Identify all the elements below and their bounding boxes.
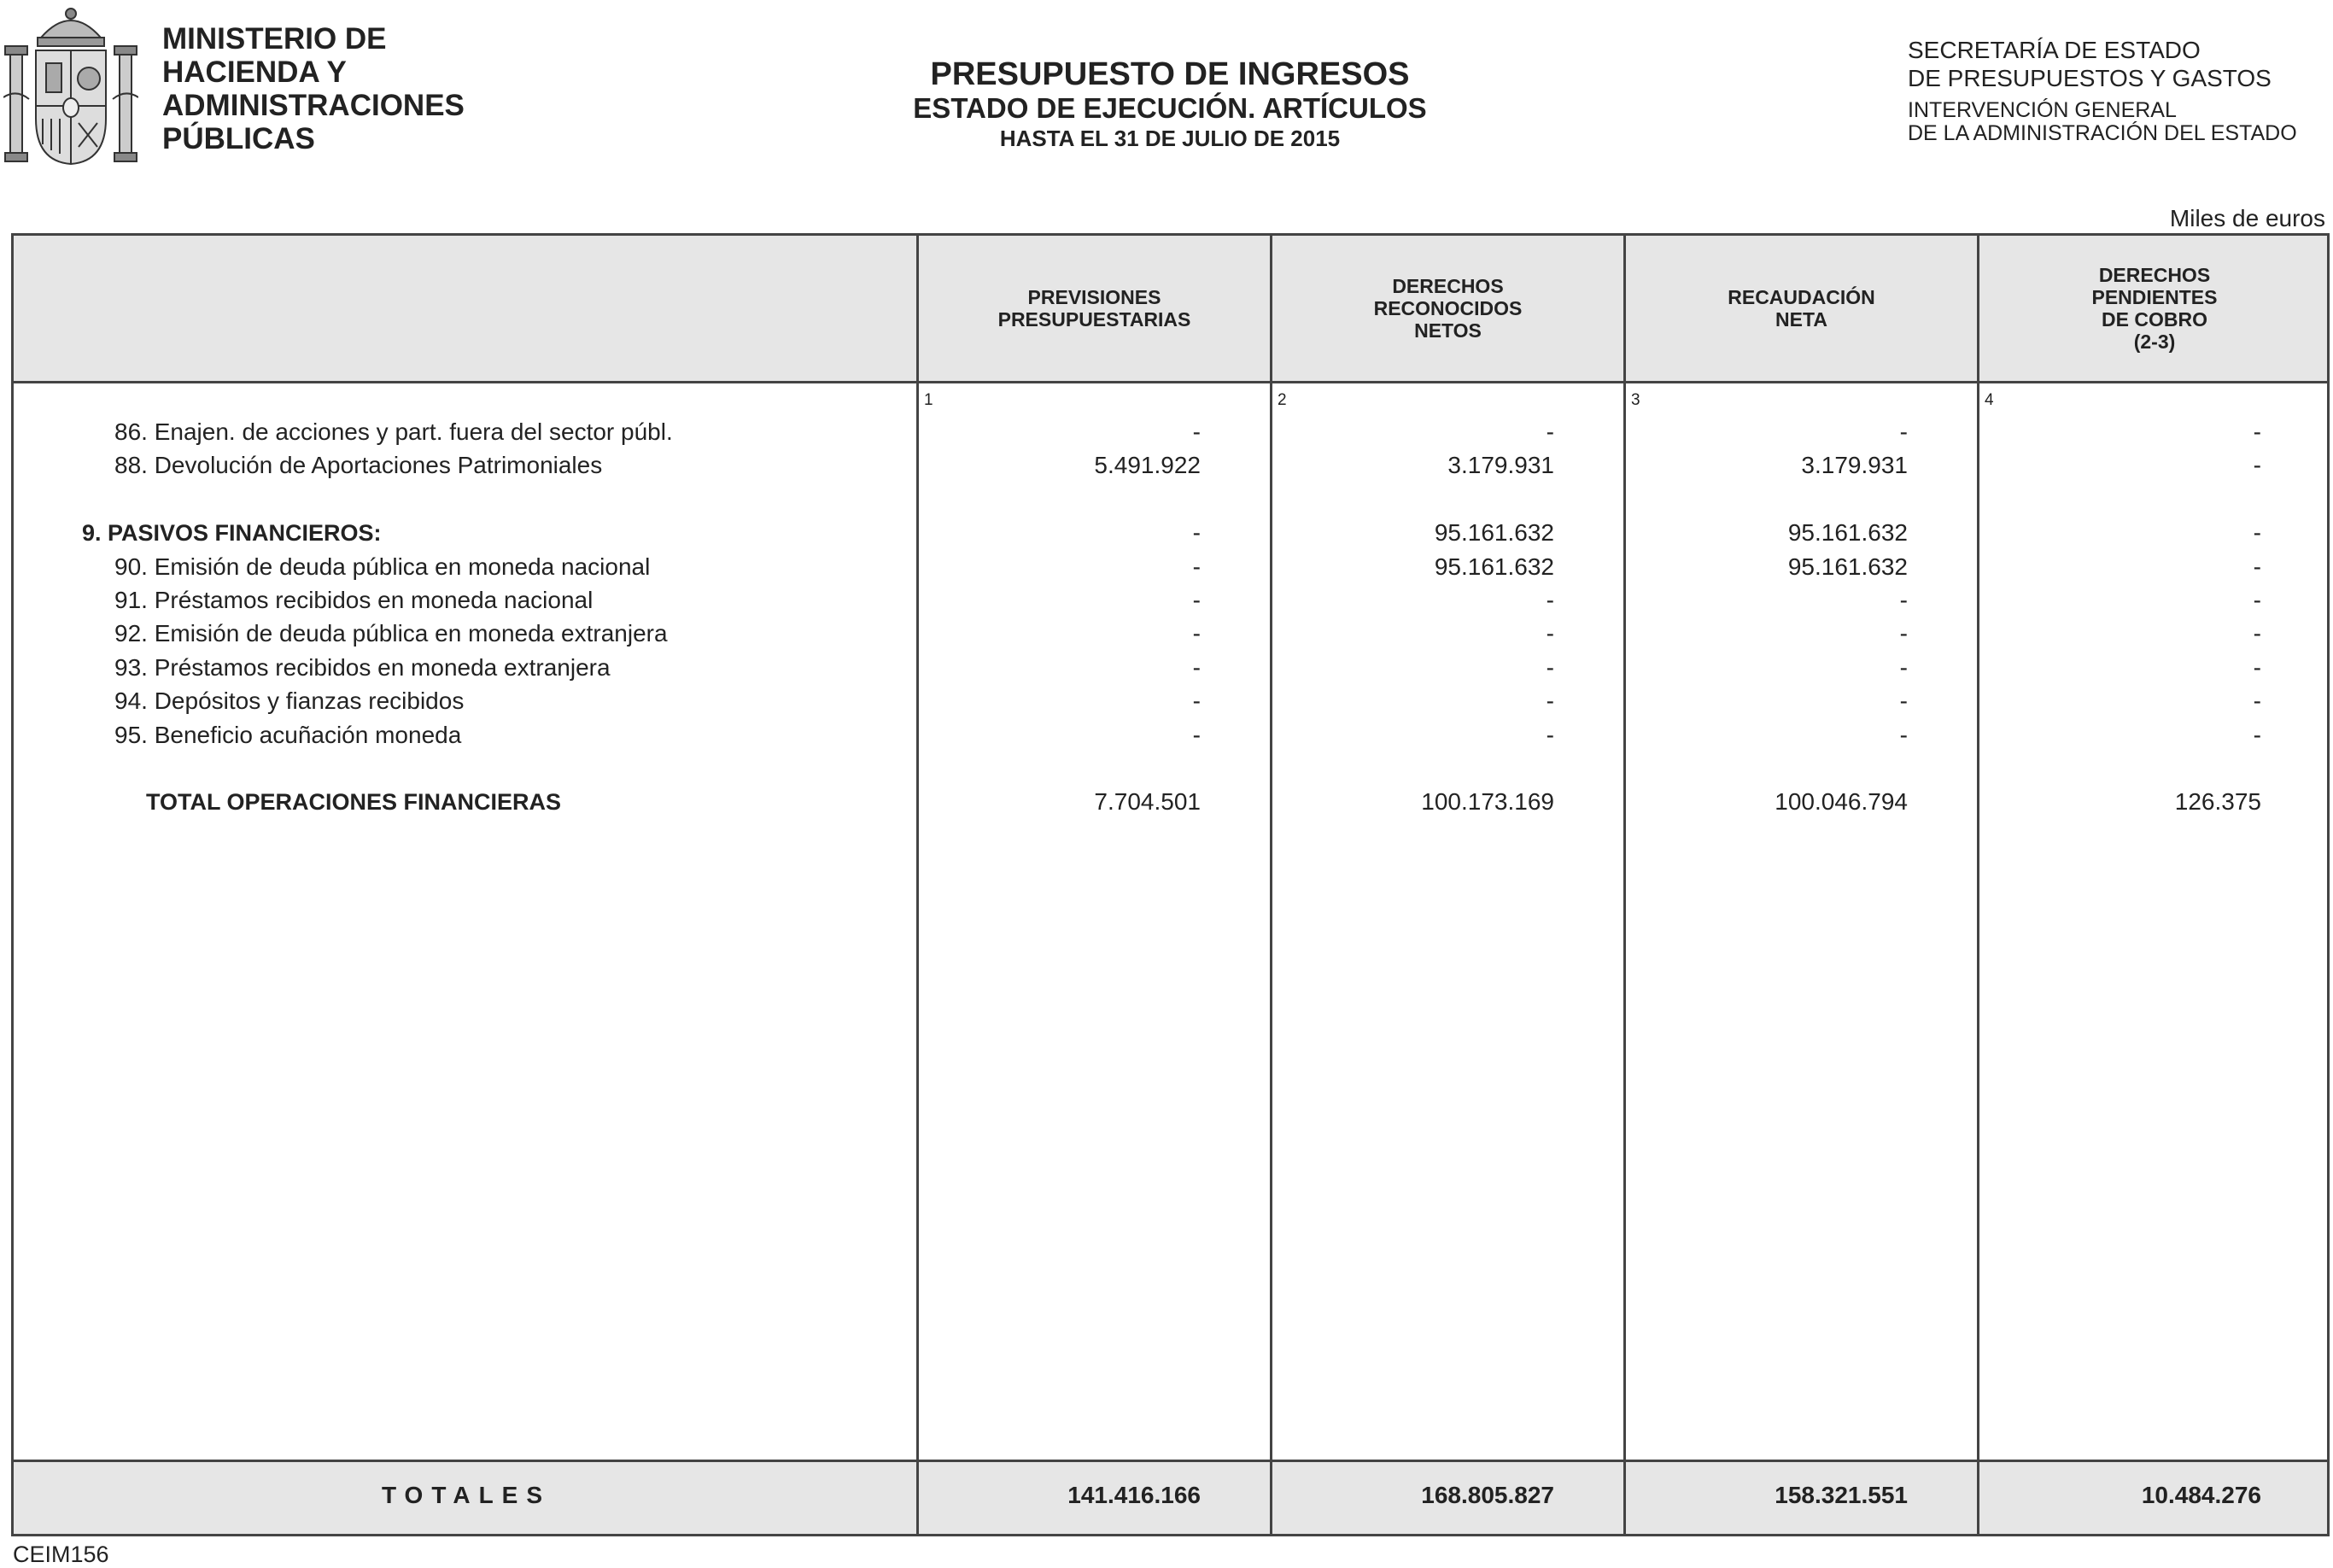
row-value: - bbox=[2253, 721, 2261, 748]
row-value: - bbox=[1899, 418, 1908, 445]
row-value: - bbox=[1192, 653, 1201, 681]
column-number: 1 bbox=[924, 391, 933, 409]
column-header-pendientes: DERECHOS PENDIENTES DE COBRO (2-3) bbox=[2091, 264, 2218, 353]
row-value: 3.179.931 bbox=[1801, 452, 1908, 479]
column-header-recaudacion: RECAUDACIÓN NETA bbox=[1728, 286, 1875, 331]
row-label: 88. Devolución de Aportaciones Patrimoniales bbox=[114, 452, 603, 479]
table-row bbox=[14, 516, 2327, 550]
report-title: PRESUPUESTO DE INGRESOS bbox=[930, 56, 1410, 92]
column-number: 3 bbox=[1631, 391, 1640, 409]
row-value: 95.161.632 bbox=[1787, 519, 1908, 547]
units-label: Miles de euros bbox=[2169, 205, 2325, 231]
table-row bbox=[14, 718, 2327, 752]
row-label: 86. Enajen. de acciones y part. fuera del sector públ. bbox=[114, 418, 673, 445]
table-row bbox=[14, 583, 2327, 617]
table-row bbox=[14, 483, 2327, 517]
row-value: - bbox=[1192, 687, 1201, 715]
report-date: HASTA EL 31 DE JULIO DE 2015 bbox=[999, 126, 1341, 151]
totals-value: 158.321.551 bbox=[1775, 1482, 1908, 1508]
row-value: - bbox=[1192, 418, 1201, 445]
row-value: - bbox=[2253, 653, 2261, 681]
row-value: - bbox=[1899, 653, 1908, 681]
ministry-line: MINISTERIO DE bbox=[162, 22, 387, 56]
row-value: - bbox=[1546, 721, 1554, 748]
budget-table bbox=[11, 233, 2330, 1536]
row-value: - bbox=[2253, 418, 2261, 445]
row-value: 95.161.632 bbox=[1434, 553, 1554, 580]
column-header-derechos-reconocidos: DERECHOS RECONOCIDOS NETOS bbox=[1373, 275, 1523, 342]
intervencion-line: DE LA ADMINISTRACIÓN DEL ESTADO bbox=[1908, 121, 2297, 145]
row-value: - bbox=[2253, 587, 2261, 613]
row-value: - bbox=[2253, 519, 2261, 547]
table-row bbox=[14, 651, 2327, 685]
table-row bbox=[14, 785, 2327, 819]
secretaria-line: SECRETARÍA DE ESTADO bbox=[1908, 37, 2201, 63]
row-value: - bbox=[2253, 553, 2261, 580]
totals-value: 10.484.276 bbox=[2141, 1482, 2261, 1508]
row-label: 93. Préstamos recibidos en moneda extranjera bbox=[114, 653, 611, 681]
table-row bbox=[14, 415, 2327, 449]
row-value: - bbox=[1192, 519, 1201, 547]
row-value: - bbox=[2253, 620, 2261, 647]
table-row bbox=[14, 684, 2327, 718]
form-code: CEIM156 bbox=[13, 1542, 109, 1567]
row-value: 95.161.632 bbox=[1434, 519, 1554, 547]
row-value: - bbox=[1546, 418, 1554, 445]
table-row bbox=[14, 448, 2327, 483]
row-value: 7.704.501 bbox=[1094, 788, 1201, 816]
row-label: 95. Beneficio acuñación moneda bbox=[114, 721, 462, 748]
ministry-name bbox=[162, 22, 465, 155]
ministry-line: PÚBLICAS bbox=[162, 122, 315, 155]
row-value: - bbox=[1546, 587, 1554, 613]
row-value: 100.046.794 bbox=[1775, 788, 1908, 816]
coat-of-arms-icon bbox=[3, 3, 138, 166]
table-row bbox=[14, 617, 2327, 651]
column-number: 4 bbox=[1985, 391, 1994, 409]
row-value: 3.179.931 bbox=[1447, 452, 1554, 479]
secretaria-line: DE PRESUPUESTOS Y GASTOS bbox=[1908, 65, 2272, 91]
report-subtitle: ESTADO DE EJECUCIÓN. ARTÍCULOS bbox=[913, 92, 1427, 124]
totals-value: 168.805.827 bbox=[1421, 1482, 1554, 1508]
row-value: - bbox=[1899, 721, 1908, 748]
row-value: - bbox=[1192, 721, 1201, 748]
row-value: - bbox=[1546, 687, 1554, 715]
row-label: 9. PASIVOS FINANCIEROS: bbox=[82, 520, 382, 547]
ministry-line: ADMINISTRACIONES bbox=[162, 89, 465, 122]
row-value: - bbox=[1899, 587, 1908, 613]
row-value: - bbox=[2253, 452, 2261, 479]
row-value: - bbox=[1546, 620, 1554, 647]
column-header-previsiones: PREVISIONES PRESUPUESTARIAS bbox=[997, 286, 1191, 331]
row-value: - bbox=[2253, 687, 2261, 715]
row-value: - bbox=[1899, 687, 1908, 715]
row-value: - bbox=[1192, 620, 1201, 647]
totals-value: 141.416.166 bbox=[1067, 1482, 1201, 1508]
row-value: 5.491.922 bbox=[1094, 452, 1201, 479]
row-value: - bbox=[1546, 653, 1554, 681]
totals-label: TOTALES bbox=[381, 1482, 552, 1508]
row-value: 126.375 bbox=[2174, 788, 2261, 816]
ministry-line: HACIENDA Y bbox=[162, 56, 347, 89]
intervencion-line: INTERVENCIÓN GENERAL bbox=[1908, 98, 2177, 122]
row-value: - bbox=[1192, 587, 1201, 613]
row-label: 94. Depósitos y fianzas recibidos bbox=[114, 687, 465, 715]
totals-row bbox=[14, 1460, 2327, 1534]
row-value: - bbox=[1899, 620, 1908, 647]
column-number: 2 bbox=[1278, 391, 1287, 409]
row-label: 92. Emisión de deuda pública en moneda extranjera bbox=[114, 620, 668, 647]
table-row bbox=[14, 752, 2327, 786]
row-label: TOTAL OPERACIONES FINANCIERAS bbox=[146, 789, 562, 816]
row-value: 100.173.169 bbox=[1421, 788, 1554, 816]
row-value: - bbox=[1192, 553, 1201, 580]
row-value: 95.161.632 bbox=[1787, 553, 1908, 580]
secretaria-block bbox=[1908, 36, 2297, 145]
row-label: 90. Emisión de deuda pública en moneda nacional bbox=[114, 553, 651, 580]
row-label: 91. Préstamos recibidos en moneda nacional bbox=[114, 587, 593, 613]
report-title-block bbox=[743, 53, 1597, 155]
table-row bbox=[14, 550, 2327, 584]
